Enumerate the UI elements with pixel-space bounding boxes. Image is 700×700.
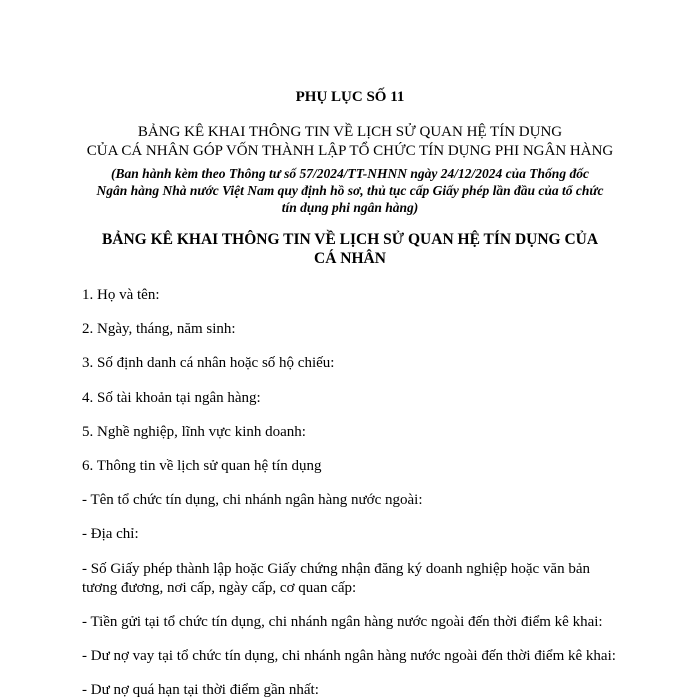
field-license-number: - Số Giấy phép thành lập hoặc Giấy chứng nhận đăng ký doanh nghiệp hoặc văn bản tương đương, nơi cấp, ngày cấp, cơ quan cấp: [82, 561, 590, 596]
document-subtitle [80, 123, 620, 161]
field-id-number: 3. Số định danh cá nhân hoặc số hộ chiếu: [82, 355, 335, 371]
field-credit-history: 6. Thông tin về lịch sử quan hệ tín dụng [82, 458, 322, 474]
form-title: BẢNG KÊ KHAI THÔNG TIN VỀ LỊCH SỬ QUAN HỆ TÍN DỤNG CỦA CÁ NHÂN [101, 231, 599, 267]
field-address: - Địa chỉ: [82, 526, 139, 542]
field-bank-account: 4. Số tài khoản tại ngân hàng: [82, 390, 261, 406]
field-date-of-birth: 2. Ngày, tháng, năm sinh: [82, 321, 236, 337]
field-deposits: - Tiền gửi tại tổ chức tín dụng, chi nhánh ngân hàng nước ngoài đến thời điểm kê khai: [82, 614, 603, 630]
appendix-label: PHỤ LỤC SỐ 11 [295, 89, 405, 105]
field-credit-institution-name: - Tên tổ chức tín dụng, chi nhánh ngân hàng nước ngoài: [82, 492, 423, 508]
field-full-name: 1. Họ và tên: [82, 287, 160, 303]
field-outstanding-loans: - Dư nợ vay tại tổ chức tín dụng, chi nhánh ngân hàng nước ngoài đến thời điểm kê khai: [82, 648, 616, 664]
field-occupation: 5. Nghề nghiệp, lĩnh vực kinh doanh: [82, 424, 306, 440]
subtitle-line-2: CỦA CÁ NHÂN GÓP VỐN THÀNH LẬP TỔ CHỨC TÍN DỤNG PHI NGÂN HÀNG [86, 143, 614, 159]
field-overdue-debt: - Dư nợ quá hạn tại thời điểm gần nhất: [82, 682, 319, 698]
decree-note: (Ban hành kèm theo Thông tư số 57/2024/TT-NHNN ngày 24/12/2024 của Thống đốc Ngân hàng Nhà nước Việt Nam quy định hồ sơ, thủ tục cấp Giấy phép lần đầu của tổ chức tín dụng phi ngân hàng) [96, 166, 604, 215]
subtitle-line-1: BẢNG KÊ KHAI THÔNG TIN VỀ LỊCH SỬ QUAN HỆ TÍN DỤNG [137, 124, 563, 140]
